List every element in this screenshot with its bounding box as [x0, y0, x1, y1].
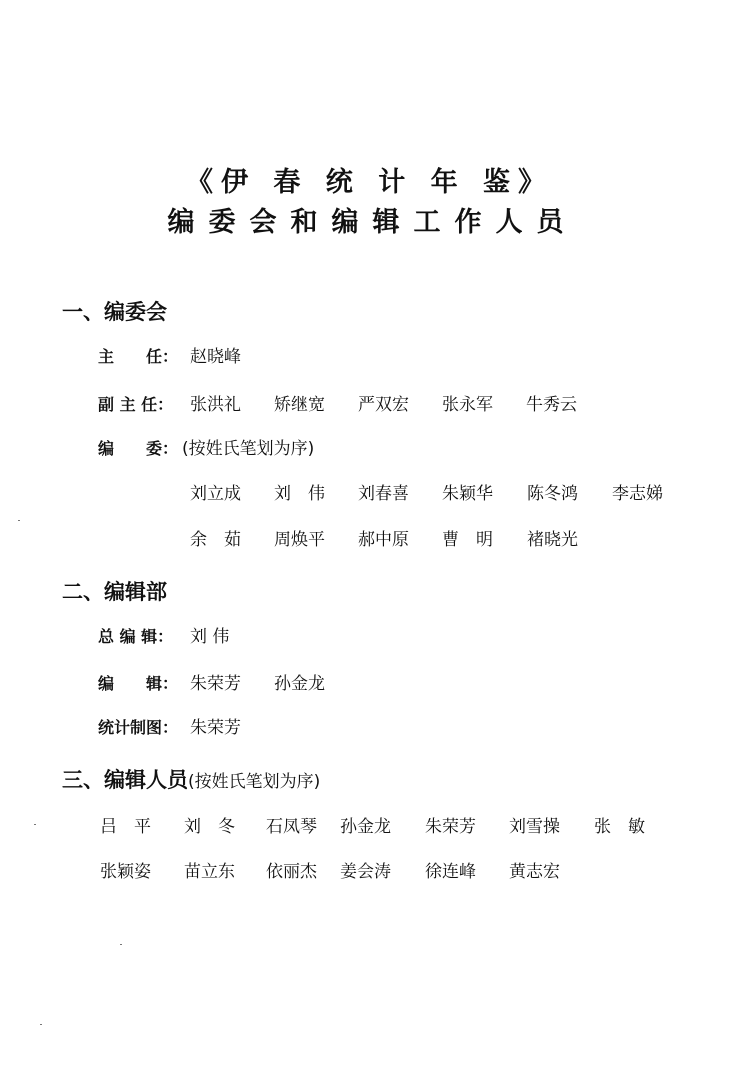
member-name: 李志娣: [612, 484, 663, 504]
staff-name: 姜会涛: [340, 862, 391, 882]
staff-list-row-1: [100, 814, 700, 840]
director-row: [98, 344, 241, 370]
member-name: 余 茹: [190, 530, 241, 550]
scan-speck: [40, 1024, 42, 1025]
staff-name: 依丽杰: [266, 862, 317, 882]
section-note: (按姓氏笔划为序): [188, 772, 321, 792]
editor-name: 朱荣芳: [190, 674, 241, 694]
member-name: 曹 明: [442, 530, 493, 550]
member-name: 刘立成: [190, 484, 241, 504]
charting-name: 朱荣芳: [190, 718, 241, 738]
charting-row: [98, 715, 241, 741]
staff-name: 苗立东: [184, 862, 235, 882]
editor-name: 孙金龙: [274, 674, 325, 694]
editor-label: 编 辑：: [98, 674, 179, 693]
members-list-row-2: [190, 527, 710, 553]
section-heading-editorial-dept: [62, 576, 167, 606]
member-name: 褚晓光: [527, 530, 578, 550]
scan-speck: [18, 520, 20, 521]
scan-speck: [120, 944, 122, 945]
document-subtitle: 编委会和编辑工作人员: [167, 207, 578, 238]
editor-row: [98, 671, 398, 697]
chief-editor-label: 总 编 辑：: [98, 627, 174, 646]
members-list-row-1: [190, 481, 710, 507]
members-label: 编 委：: [98, 439, 179, 458]
staff-name: 吕 平: [100, 817, 151, 837]
section-heading-text: 三、编辑人员: [62, 768, 188, 792]
charting-label: 统计制图：: [98, 718, 179, 737]
deputy-name: 张永军: [442, 395, 493, 415]
staff-list-row-2: [100, 859, 700, 885]
director-name: 赵晓峰: [190, 347, 241, 367]
deputy-name: 严双宏: [358, 395, 409, 415]
member-name: 刘春喜: [358, 484, 409, 504]
deputy-row: [98, 392, 638, 418]
member-name: 陈冬鸿: [527, 484, 578, 504]
member-name: 郝中原: [358, 530, 409, 550]
staff-name: 石凤琴: [266, 817, 317, 837]
section-heading-text: 二、编辑部: [62, 580, 167, 604]
staff-name: 刘 冬: [184, 817, 235, 837]
staff-name: 黄志宏: [509, 862, 560, 882]
section-heading-text: 一、编委会: [62, 300, 167, 324]
members-row: [98, 436, 314, 462]
section-heading-editorial-board: [62, 296, 167, 326]
deputy-name: 矫继宽: [274, 395, 325, 415]
scan-speck: [34, 824, 36, 825]
members-note: (按姓氏笔划为序): [182, 439, 315, 459]
section-heading-editorial-staff: [62, 764, 320, 794]
member-name: 刘 伟: [274, 484, 325, 504]
member-name: 朱颖华: [442, 484, 493, 504]
staff-name: 张颖姿: [100, 862, 151, 882]
director-label: 主 任：: [98, 347, 179, 366]
staff-name: 朱荣芳: [425, 817, 476, 837]
document-title: 《伊 春 统 计 年 鉴》: [186, 167, 553, 198]
chief-editor-name: 刘 伟: [190, 627, 230, 647]
staff-name: 刘雪操: [509, 817, 560, 837]
staff-name: 徐连峰: [425, 862, 476, 882]
deputy-name: 张洪礼: [190, 395, 241, 415]
staff-name: 孙金龙: [340, 817, 391, 837]
deputy-name: 牛秀云: [526, 395, 577, 415]
staff-name: 张 敏: [594, 817, 645, 837]
member-name: 周焕平: [274, 530, 325, 550]
chief-editor-row: [98, 624, 229, 650]
deputy-label: 副 主 任：: [98, 395, 174, 414]
